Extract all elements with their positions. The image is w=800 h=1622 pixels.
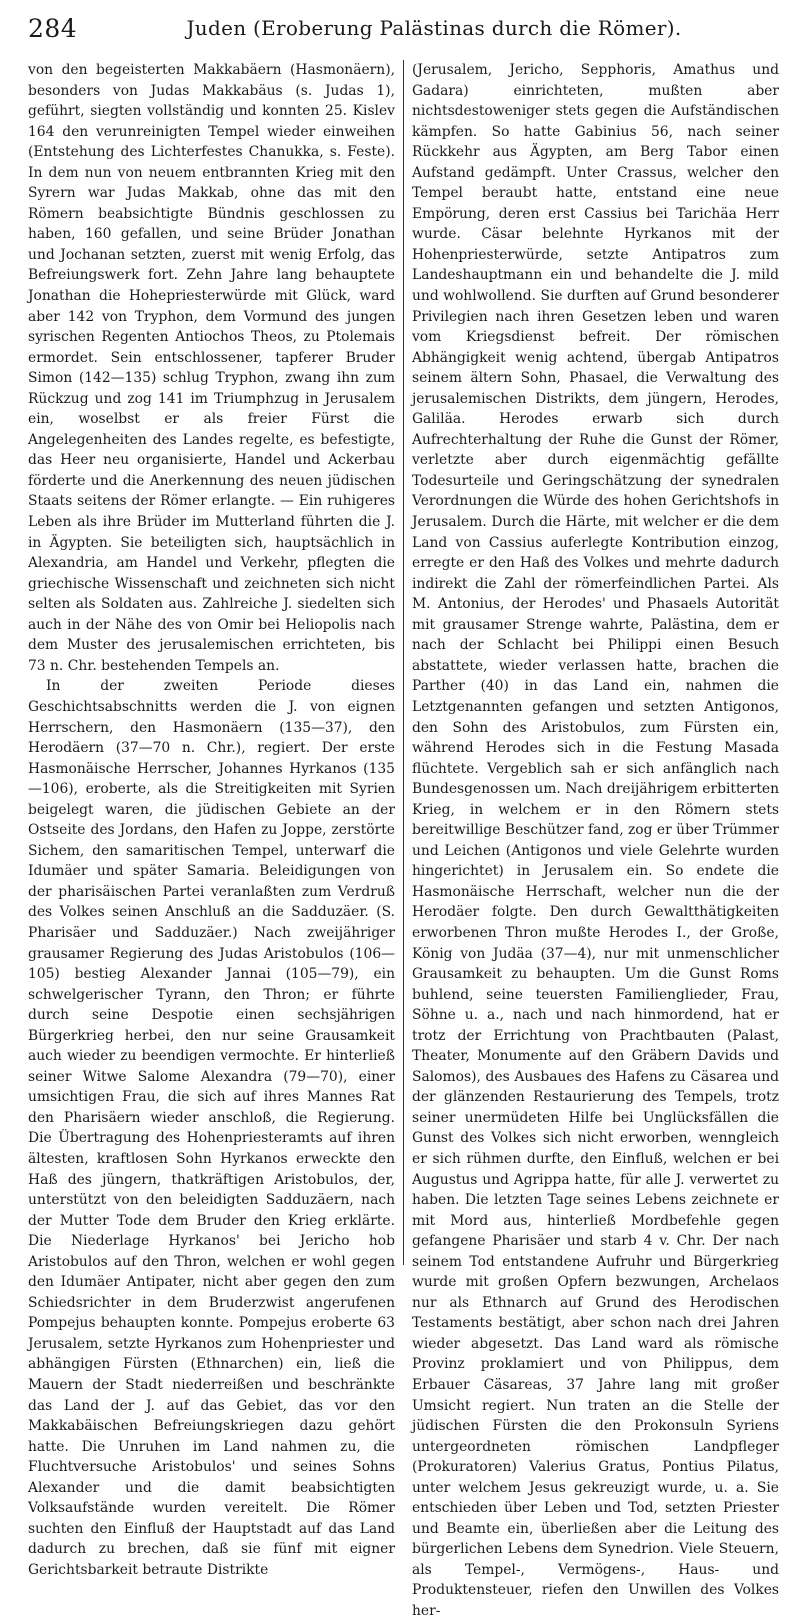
left-paragraph-2: In der zweiten Periode dieses Geschichtsabschnitts werden die J. von eignen Herrschern, den Hasmonäern (135—37), den Herodäern (37—70 n. Chr.), regiert. Der erste Hasmonäische Herrscher, Johannes Hyrkanos (135—106), eroberte, als die Streitigkeiten mit Syrien beigelegt waren, die jüdischen Gebiete an der Ostseite des Jordans, den Hafen zu Joppe, zerstörte Sichem, den samaritischen Tempel, unterwarf die Idumäer und später Samaria. Beleidigungen von der pharisäischen Partei veranlaßten zum Verdruß des Volkes seinen Anschluß an die Sadduzäer. (S. Pharisäer und Sadduzäer.) Nach zweijähriger grausamer Regierung des Judas Aristobulos (106—105) bestieg Alexander Jannai (105—79), ein schwelgerischer Tyrann, den Thron; er führte durch seine Despotie einen sechsjährigen Bürgerkrieg herbei, den nur seine Grausamkeit auch wieder zu beendigen vermochte. Er hinterließ seiner Witwe Salome Alexandra (79—70), einer umsichtigen Frau, die sich auf ihres Mannes Rat den Pharisäern wieder anschloß, die Regierung. Die Übertragung des Hohenpriesteramts auf ihren ältesten, kraftlosen Sohn Hyrkanos erweckte den Haß des jüngern, thatkräftigen Aristobulos, der, unterstützt von den beleidigten Sadduzäern, nach der Mutter Tode dem Bruder den Krieg erklärte. Die Niederlage Hyrkanos' bei Jericho hob Aristobulos auf den Thron, welchen er wohl gegen den Idumäer Antipater, nicht aber gegen den zum Schiedsrichter in dem Bruderzwist angerufenen Pompejus behaupten konnte. Pompejus eroberte 63 Jerusalem, setzte Hyrkanos zum Hohenpriester und abhängigen Fürsten (Ethnarchen) ein, ließ die Mauern der Stadt niederreißen und beschränkte das Land der J. auf das Gebiet, das vor den Makkabäischen Befreiungskriegen dazu gehört hatte. Die Unruhen im Land nahmen zu, die Fluchtversuche Aristobulos' und seines Sohns Alexander und die damit beabsichtigten Volksaufstände wurden vereitelt. Die Römer suchten den Einfluß der Hauptstadt auf das Land dadurch zu brechen, daß sie fünf mit eigner Gerichtsbarkeit betraute Distrikte bbox=[28, 678, 395, 1578]
right-column bbox=[412, 60, 779, 1620]
left-column bbox=[28, 60, 395, 1578]
two-column-body bbox=[28, 60, 780, 1620]
column-divider bbox=[403, 60, 404, 1265]
page-number: 284 bbox=[28, 14, 78, 43]
left-paragraph-1: von den begeisterten Makkabäern (Hasmonäern), besonders von Judas Makkabäus (s. Judas 1), geführt, siegten vollständig und konnten 25. Kislev 164 den verunreinigten Tempel wieder einweihen (Entstehung des Lichterfestes Chanukka, s. Feste). In dem nun von neuem entbrannten Krieg mit den Syrern war Judas Makkab, ohne das mit den Römern beabsichtigte Bündnis geschlossen zu haben, 160 gefallen, und seine Brüder Jonathan und Jochanan setzten, zuerst mit wenig Erfolg, das Befreiungswerk fort. Zehn Jahre lang behauptete Jonathan die Hohepriesterwürde mit Glück, ward aber 142 von Tryphon, dem Vormund des jungen syrischen Regenten Antiochos Theos, zu Ptolemais ermordet. Sein entschlossener, tapferer Bruder Simon (142—135) schlug Tryphon, zwang ihn zum Rückzug und zog 141 im Triumphzug in Jerusalem ein, woselbst er als freier Fürst die Angelegenheiten des Landes regelte, es befestigte, das Heer neu organisierte, Handel und Ackerbau förderte und die Anerkennung des neuen jüdischen Staats seitens der Römer erlangte. — Ein ruhigeres Leben als ihre Brüder im Mutterland führten die J. in Ägypten. Sie beteiligten sich, hauptsächlich in Alexandria, am Handel und Verkehr, pflegten die griechische Wissenschaft und zeichneten sich nicht selten als Soldaten aus. Zahlreiche J. siedelten sich auch in der Nähe des von Omir bei Heliopolis nach dem Muster des jerusalemischen errichteten, bis 73 n. Chr. bestehenden Tempels an. bbox=[28, 62, 395, 674]
right-paragraph-1: (Jerusalem, Jericho, Sepphoris, Amathus und Gadara) einrichteten, mußten aber nichtsdestoweniger stets gegen die Aufständischen kämpfen. So hatte Gabinius 56, nach seiner Rückkehr aus Ägypten, am Berg Tabor einen Aufstand gedämpft. Unter Crassus, welcher den Tempel beraubt hatte, entstand eine neue Empörung, deren erst Cassius bei Tarichäa Herr wurde. Cäsar belehnte Hyrkanos mit der Hohenpriesterwürde, setzte Antipatros zum Landeshauptmann ein und behandelte die J. mild und wohlwollend. Sie durften auf Grund besonderer Privilegien nach ihren Gesetzen leben und waren vom Kriegsdienst befreit. Der römischen Abhängigkeit wenig achtend, übergab Antipatros seinem ältern Sohn, Phasael, die Verwaltung des jerusalemischen Distrikts, dem jüngern, Herodes, Galiläa. Herodes erwarb sich durch Aufrechterhaltung der Ruhe die Gunst der Römer, verletzte aber durch eigenmächtig gefällte Todesurteile und Geringschätzung der synedralen Verordnungen die Würde des hohen Gerichtshofs in Jerusalem. Durch die Härte, mit welcher er die dem Land von Cassius auferlegte Kontribution einzog, erregte er den Haß des Volkes und mehrte dadurch indirekt die Zahl der römerfeindlichen Partei. Als M. Antonius, der Herodes' und Phasaels Autorität mit grausamer Strenge wahrte, Palästina, dem er nach der Schlacht bei Philippi einen Besuch abstattete, wieder verlassen hatte, brachen die Parther (40) in das Land ein, nahmen die Letztgenannten gefangen und setzten Antigonos, den Sohn des Aristobulos, zum Fürsten ein, während Herodes sich in die Festung Masada flüchtete. Vergeblich sah er sich anfänglich nach Bundesgenossen um. Nach dreijährigem erbitterten Krieg, in welchem er in den Römern stets bereitwillige Beschützer fand, zog er über Trümmer und Leichen (Antigonos und viele Gelehrte wurden hingerichtet) in Jerusalem ein. So endete die Hasmonäische Herrschaft, welcher nun die der Herodäer folgte. Den durch Gewaltthätigkeiten erworbenen Thron mußte Herodes I., der Große, König von Judäa (37—4), nur mit unmenschlicher Grausamkeit zu behaupten. Um die Gunst Roms buhlend, seine teuersten Familienglieder, Frau, Söhne u. a., nach und nach hinmordend, hat er trotz der Errichtung von Prachtbauten (Palast, Theater, Monumente auf den Gräbern Davids und Salomos), des Ausbaues des Hafens zu Cäsarea und der glänzenden Restaurierung des Tempels, trotz seiner unermüdeten Hilfe bei Unglücksfällen die Gunst des Volkes sich nicht erworben, wenngleich er sich rühmen durfte, den Einfluß, welchen er bei Augustus und Agrippa hatte, für alle J. verwertet zu haben. Die letzten Tage seines Lebens zeichnete er mit Mord aus, hinterließ Mordbefehle gegen gefangene Pharisäer und starb 4 v. Chr. Der nach seinem Tod entstandene Aufruhr und Bürgerkrieg wurde mit großen Opfern bezwungen, Archelaos nur als Ethnarch auf Grund des Herodischen Testaments bestätigt, aber schon nach drei Jahren wieder abgesetzt. Das Land ward als römische Provinz proklamiert und von Philippus, dem Erbauer Cäsareas, 37 Jahre lang mit großer Umsicht regiert. Nun traten an die Stelle der jüdischen Fürsten die den Prokonsuln Syriens untergeordneten römischen Landpfleger (Prokuratoren) Valerius Gratus, Pontius Pilatus, unter welchem Jesus gekreuzigt wurde, u. a. Sie entschieden über Leben und Tod, setzten Priester und Beamte ein, überließen aber die Leitung des bürgerlichen Lebens dem Synedrion. Viele Steuern, als Tempel-, Vermögens-, Haus- und Produktensteuer, riefen den Unwillen des Volkes her- bbox=[412, 62, 779, 1620]
running-head: Juden (Eroberung Palästinas durch die Römer). bbox=[186, 16, 682, 40]
page-header bbox=[28, 12, 780, 52]
